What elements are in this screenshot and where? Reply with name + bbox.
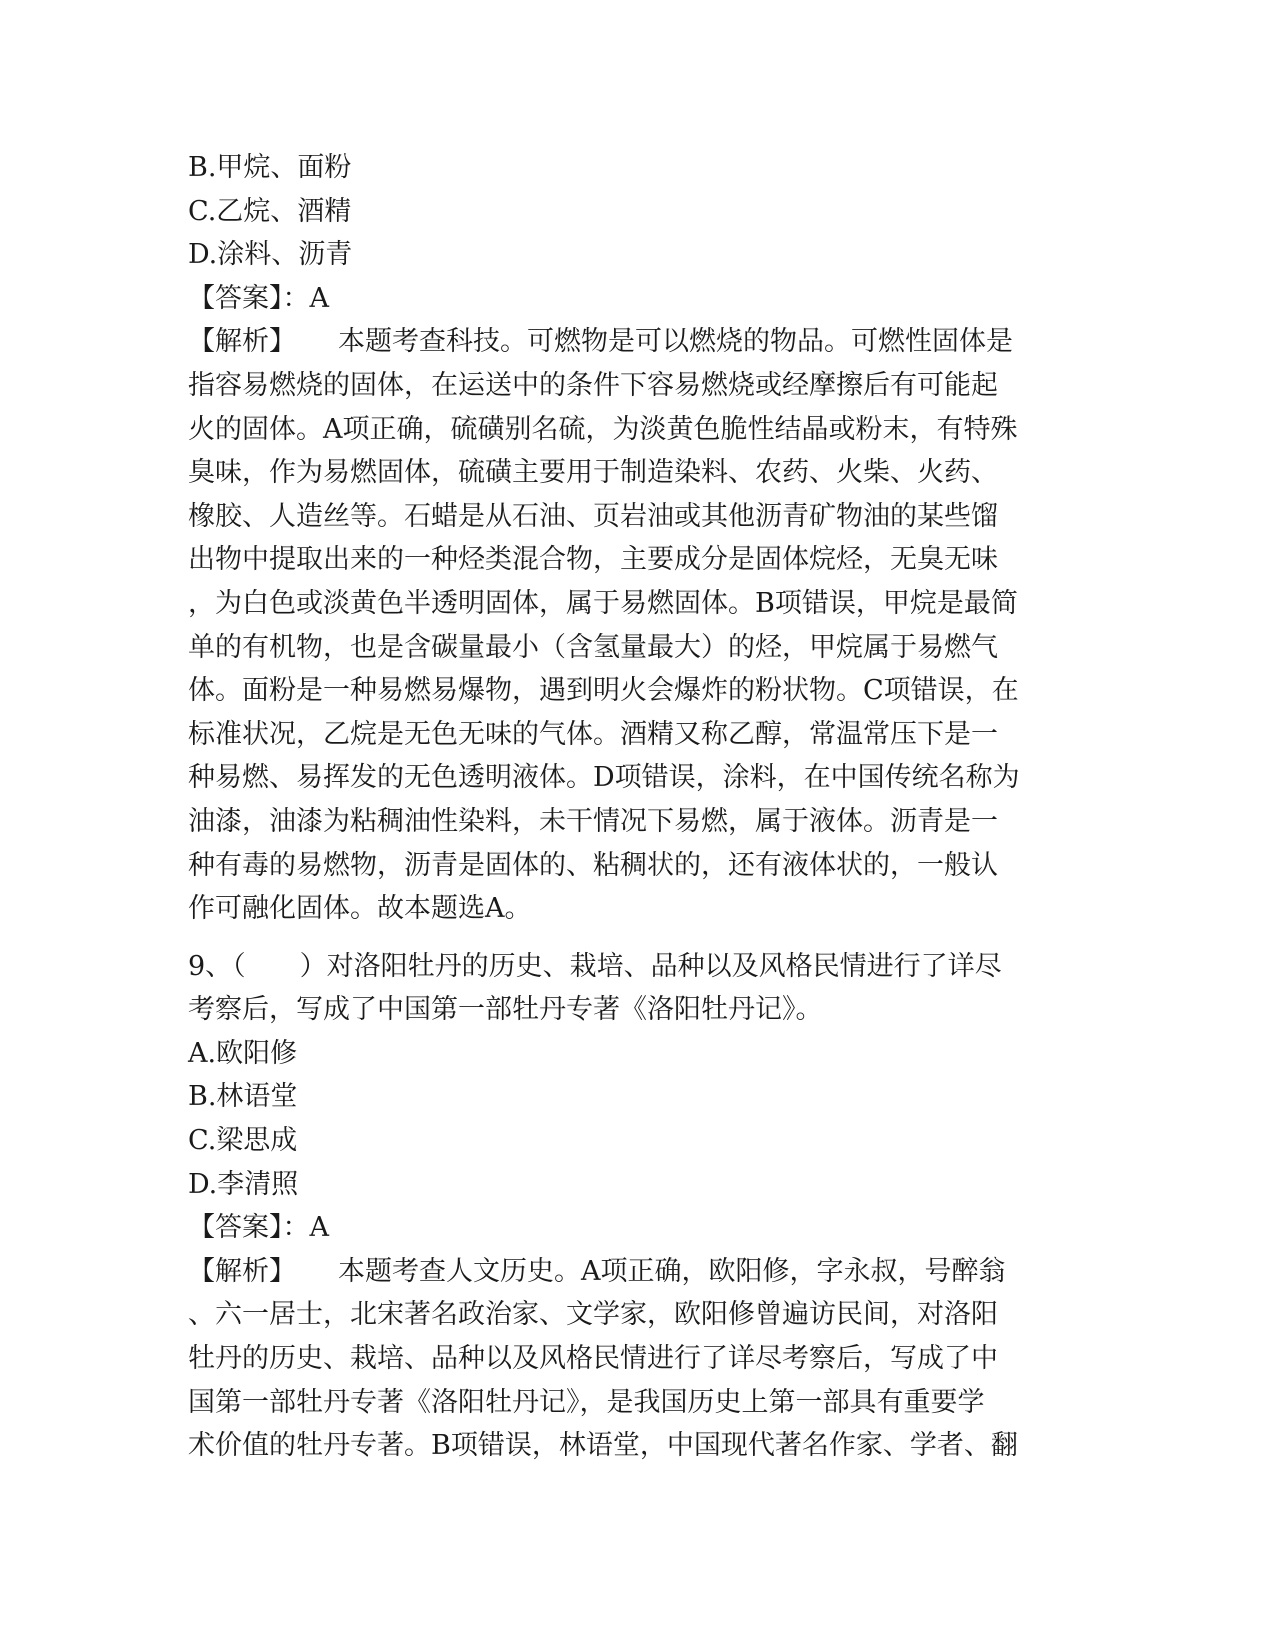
analysis-line [188,320,1083,364]
analysis-text: 国第一部牡丹专著《洛阳牡丹记》，是我国历史上第一部具有重要学 [188,1386,985,1418]
analysis-label: 【解析】 [188,326,296,358]
option-b: B.林语堂 [188,1081,298,1113]
analysis-label: 【解析】 [188,1255,296,1287]
question-gap [188,931,1083,945]
option-d: D.李清照 [188,1168,299,1200]
analysis-text: 种易燃、易挥发的无色透明液体。D项错误，涂料，在中国传统名称为 [188,762,1020,794]
analysis-text: ，为白色或淡黄色半透明固体，属于易燃固体。B项错误，甲烷是最简 [188,587,1018,619]
analysis-text: 牡丹的历史、栽培、品种以及风格民情进行了详尽考察后，写成了中 [188,1343,998,1375]
analysis-text: 臭味，作为易燃固体，硫磺主要用于制造染料、农药、火柴、火药、 [188,457,998,489]
analysis-text: 、六一居士，北宋著名政治家、文学家，欧阳修曾遍访民间，对洛阳 [188,1299,998,1331]
analysis-text: 火的固体。A项正确，硫磺别名硫，为淡黄色脆性结晶或粉末，有特殊 [188,413,1018,445]
analysis-text: 标准状况，乙烷是无色无味的气体。酒精又称乙醇，常温常压下是一 [188,718,998,750]
analysis-text: 指容易燃烧的固体，在运送中的条件下容易燃烧或经摩擦后有可能起 [188,369,998,401]
answer-line [188,1206,1083,1250]
analysis-text: 单的有机物，也是含碳量最小（含氢量最大）的烃，甲烷属于易燃气 [188,631,998,663]
answer-line [188,277,1083,321]
answer-value: A [309,1212,329,1244]
question-text: 考察后，写成了中国第一部牡丹专著《洛阳牡丹记》。 [188,994,823,1026]
analysis-text: 本题考查人文历史。A项正确，欧阳修，字永叔，号醉翁 [338,1255,1006,1287]
option-c: C.乙烷、酒精 [188,195,352,227]
analysis-text: 油漆，油漆为粘稠油性染料，未干情况下易燃，属于液体。沥青是一 [188,805,998,837]
analysis-text: 体。面粉是一种易燃易爆物，遇到明火会爆炸的粉状物。C项错误，在 [188,675,1019,707]
answer-value: A [309,282,329,314]
analysis-text: 本题考查科技。可燃物是可以燃烧的物品。可燃性固体是 [338,326,1013,358]
option-b: B.甲烷、面粉 [188,152,352,183]
analysis-text: 作可融化固体。故本题选A。 [188,893,532,925]
analysis-line [188,1250,1083,1294]
analysis-text: 种有毒的易燃物，沥青是固体的、粘稠状的，还有液体状的，一般认 [188,849,998,881]
option-d: D.涂料、沥青 [188,239,353,271]
answer-label: 【答案】： [188,282,310,314]
answer-label: 【答案】： [188,1212,310,1244]
option-c: C.梁思成 [188,1125,298,1157]
analysis-text: 术价值的牡丹专著。B项错误，林语堂，中国现代著名作家、学者、翻 [188,1430,1018,1462]
analysis-text: 橡胶、人造丝等。石蜡是从石油、页岩油或其他沥青矿物油的某些馏 [188,500,998,532]
question-text: 9、（ ）对洛阳牡丹的历史、栽培、品种以及风格民情进行了详尽 [188,950,1002,982]
option-a: A.欧阳修 [188,1037,298,1069]
analysis-text: 出物中提取出来的一种烃类混合物，主要成分是固体烷烃，无臭无味 [188,544,998,576]
page-content [188,146,1083,1468]
question-9 [188,945,1083,1468]
question-8 [188,146,1083,931]
